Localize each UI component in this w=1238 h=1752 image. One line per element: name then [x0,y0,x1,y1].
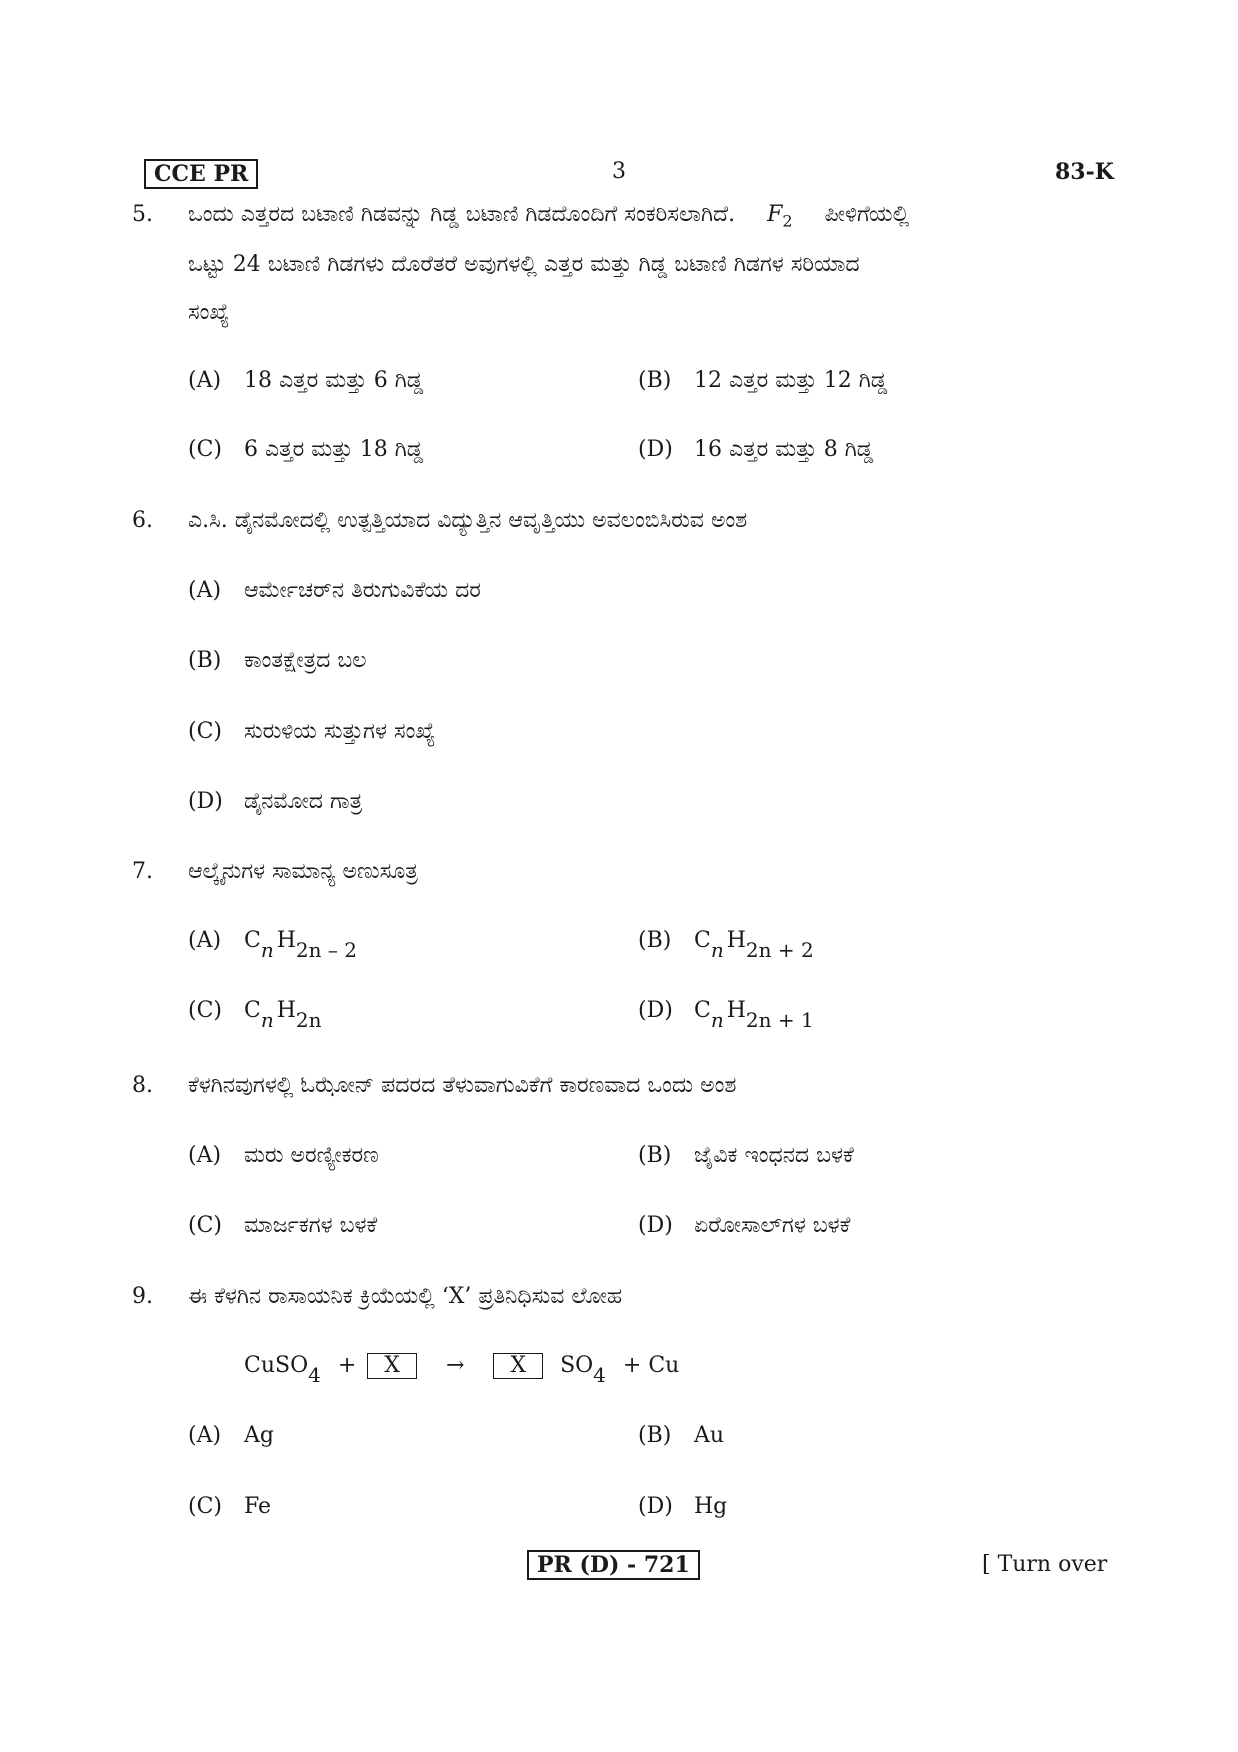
question-5-text-line2: ಒಟ್ಟು 24 ಬಟಾಣಿ ಗಿಡಗಳು ದೊರೆತರೆ ಅವುಗಳಲ್ಲಿ ಎತ್ತರ ಮತ್ತು ಗಿಡ್ಡ ಬಟಾಣಿ ಗಿಡಗಳ ಸರಿಯಾದ [188,252,860,277]
option-text: Hg [694,1494,728,1519]
option-label: (B) [638,928,672,953]
equation-x-box: X [367,1353,417,1379]
question-6-option-d[interactable] [188,789,362,814]
equation-product-sub: 4 [593,1363,606,1387]
question-8-number: 8. [132,1073,153,1098]
question-9-option-a[interactable] [188,1423,274,1448]
option-label: (C) [188,719,222,744]
header-left-code: CCE PR [144,159,258,189]
page-number: 3 [612,159,626,184]
formula-c: C [244,928,261,953]
formula-c: C [244,998,261,1023]
option-text: ಮರು ಅರಣ್ಯೀಕರಣ [244,1143,379,1168]
question-5-line1-end: ಪೀಳಿಗೆಯಲ್ಲಿ [824,202,910,227]
equation-product: SO [560,1353,594,1378]
formula-c: C [694,998,711,1023]
formula-sub: 2n + 1 [745,1008,814,1032]
question-7-option-a[interactable] [188,928,357,962]
option-label: (D) [188,789,223,814]
option-label: (D) [638,1213,673,1238]
question-7-option-b[interactable] [638,928,814,962]
question-5-option-a[interactable] [188,368,423,393]
question-9-number: 9. [132,1284,153,1309]
question-5-var-sub: 2 [782,211,793,231]
option-label: (D) [638,998,673,1023]
formula-n: n [260,1008,274,1032]
question-8-option-d[interactable] [638,1213,850,1238]
question-7-option-c[interactable] [188,998,322,1032]
question-6-option-a[interactable] [188,578,481,603]
option-text: ಮಾರ್ಜಕಗಳ ಬಳಕೆ [244,1213,378,1238]
option-label: (B) [638,1423,672,1448]
formula-h: H [276,928,296,953]
turn-over-note: [ Turn over [982,1552,1108,1577]
chemical-equation [244,1353,679,1387]
formula-h: H [276,998,296,1023]
option-text: 18 ಎತ್ತರ ಮತ್ತು 6 ಗಿಡ್ಡ [244,368,424,393]
option-text: ಸುರುಳಿಯ ಸುತ್ತುಗಳ ಸಂಖ್ಯೆ [244,719,436,744]
question-6-option-c[interactable] [188,719,435,744]
question-5-text-line1 [188,202,909,230]
option-text: Fe [244,1494,272,1519]
formula-n: n [710,1008,724,1032]
option-label: (D) [638,437,673,462]
option-text: ಆರ್ಮೇಚರ್‌ನ ತಿರುಗುವಿಕೆಯ ದರ [244,578,481,603]
formula-c: C [694,928,711,953]
option-label: (C) [188,998,222,1023]
question-9-option-d[interactable] [638,1494,727,1519]
option-label: (A) [188,578,222,603]
equation-copper: + Cu [622,1353,680,1378]
question-5-option-b[interactable] [638,368,887,393]
question-8-option-c[interactable] [188,1213,377,1238]
option-label: (C) [188,437,222,462]
option-text: ಏರೋಸಾಲ್‌ಗಳ ಬಳಕೆ [694,1213,851,1238]
option-text: ಕಾಂತಕ್ಷೇತ್ರದ ಬಲ [244,648,367,673]
option-label: (B) [638,1143,672,1168]
option-text: ಡೈನಮೋದ ಗಾತ್ರ [244,789,363,814]
question-5-line1-start: ಒಂದು ಎತ್ತರದ ಬಟಾಣಿ ಗಿಡವನ್ನು ಗಿಡ್ಡ ಬಟಾಣಿ ಗಿಡದೊಂದಿಗೆ ಸಂಕರಿಸಲಾಗಿದೆ. [188,202,736,227]
equation-reactant-sub: 4 [308,1363,321,1387]
question-8-option-a[interactable] [188,1143,379,1168]
option-label: (A) [188,368,222,393]
equation-reactant: CuSO [244,1353,309,1378]
option-label: (D) [638,1494,673,1519]
option-text: Ag [244,1423,274,1448]
question-6-option-b[interactable] [188,648,367,673]
option-label: (A) [188,928,222,953]
question-6-number: 6. [132,508,153,533]
formula-h: H [726,928,746,953]
formula-h: H [726,998,746,1023]
formula-sub: 2n + 2 [745,938,814,962]
option-label: (B) [638,368,672,393]
question-6-text: ಎ.ಸಿ. ಡೈನಮೋದಲ್ಲಿ ಉತ್ಪತ್ತಿಯಾದ ವಿದ್ಯುತ್ತಿನ ಆವೃತ್ತಿಯು ಅವಲಂಬಿಸಿರುವ ಅಂಶ [188,508,748,533]
question-5-number: 5. [132,202,153,227]
question-9-text: ಈ ಕೆಳಗಿನ ರಾಸಾಯನಿಕ ಕ್ರಿಯೆಯಲ್ಲಿ ‘X’ ಪ್ರತಿನಿಧಿಸುವ ಲೋಹ [188,1284,623,1309]
option-label: (C) [188,1494,222,1519]
footer-code: PR (D) - 721 [527,1550,700,1580]
question-8-option-b[interactable] [638,1143,854,1168]
question-7-number: 7. [132,859,153,884]
header-right-code: 83-K [1055,159,1114,185]
option-text: 16 ಎತ್ತರ ಮತ್ತು 8 ಗಿಡ್ಡ [694,437,874,462]
question-9-option-b[interactable] [638,1423,724,1448]
question-5-text-line3: ಸಂಖ್ಯೆ [188,300,230,325]
option-text: 12 ಎತ್ತರ ಮತ್ತು 12 ಗಿಡ್ಡ [694,368,888,393]
question-7-option-d[interactable] [638,998,814,1032]
option-label: (A) [188,1143,222,1168]
formula-sub: 2n – 2 [295,938,357,962]
option-label: (C) [188,1213,222,1238]
option-text: 6 ಎತ್ತರ ಮತ್ತು 18 ಗಿಡ್ಡ [244,437,424,462]
equation-plus: + [337,1353,357,1378]
formula-n: n [260,938,274,962]
option-text: ಜೈವಿಕ ಇಂಧನದ ಬಳಕೆ [694,1143,854,1168]
option-label: (B) [188,648,222,673]
option-label: (A) [188,1423,222,1448]
question-5-var: F [767,202,783,227]
formula-sub: 2n [295,1008,322,1032]
question-9-option-c[interactable] [188,1494,271,1519]
question-5-option-c[interactable] [188,437,423,462]
formula-n: n [710,938,724,962]
option-text: Au [694,1423,725,1448]
equation-x-box: X [493,1353,543,1379]
question-5-option-d[interactable] [638,437,873,462]
reaction-arrow-icon: → [445,1353,465,1378]
question-8-text: ಕೆಳಗಿನವುಗಳಲ್ಲಿ ಓಝೋನ್ ಪದರದ ತೆಳುವಾಗುವಿಕೆಗೆ ಕಾರಣವಾದ ಒಂದು ಅಂಶ [188,1073,737,1098]
question-7-text: ಆಲ್ಕೈನುಗಳ ಸಾಮಾನ್ಯ ಅಣುಸೂತ್ರ [188,859,418,884]
